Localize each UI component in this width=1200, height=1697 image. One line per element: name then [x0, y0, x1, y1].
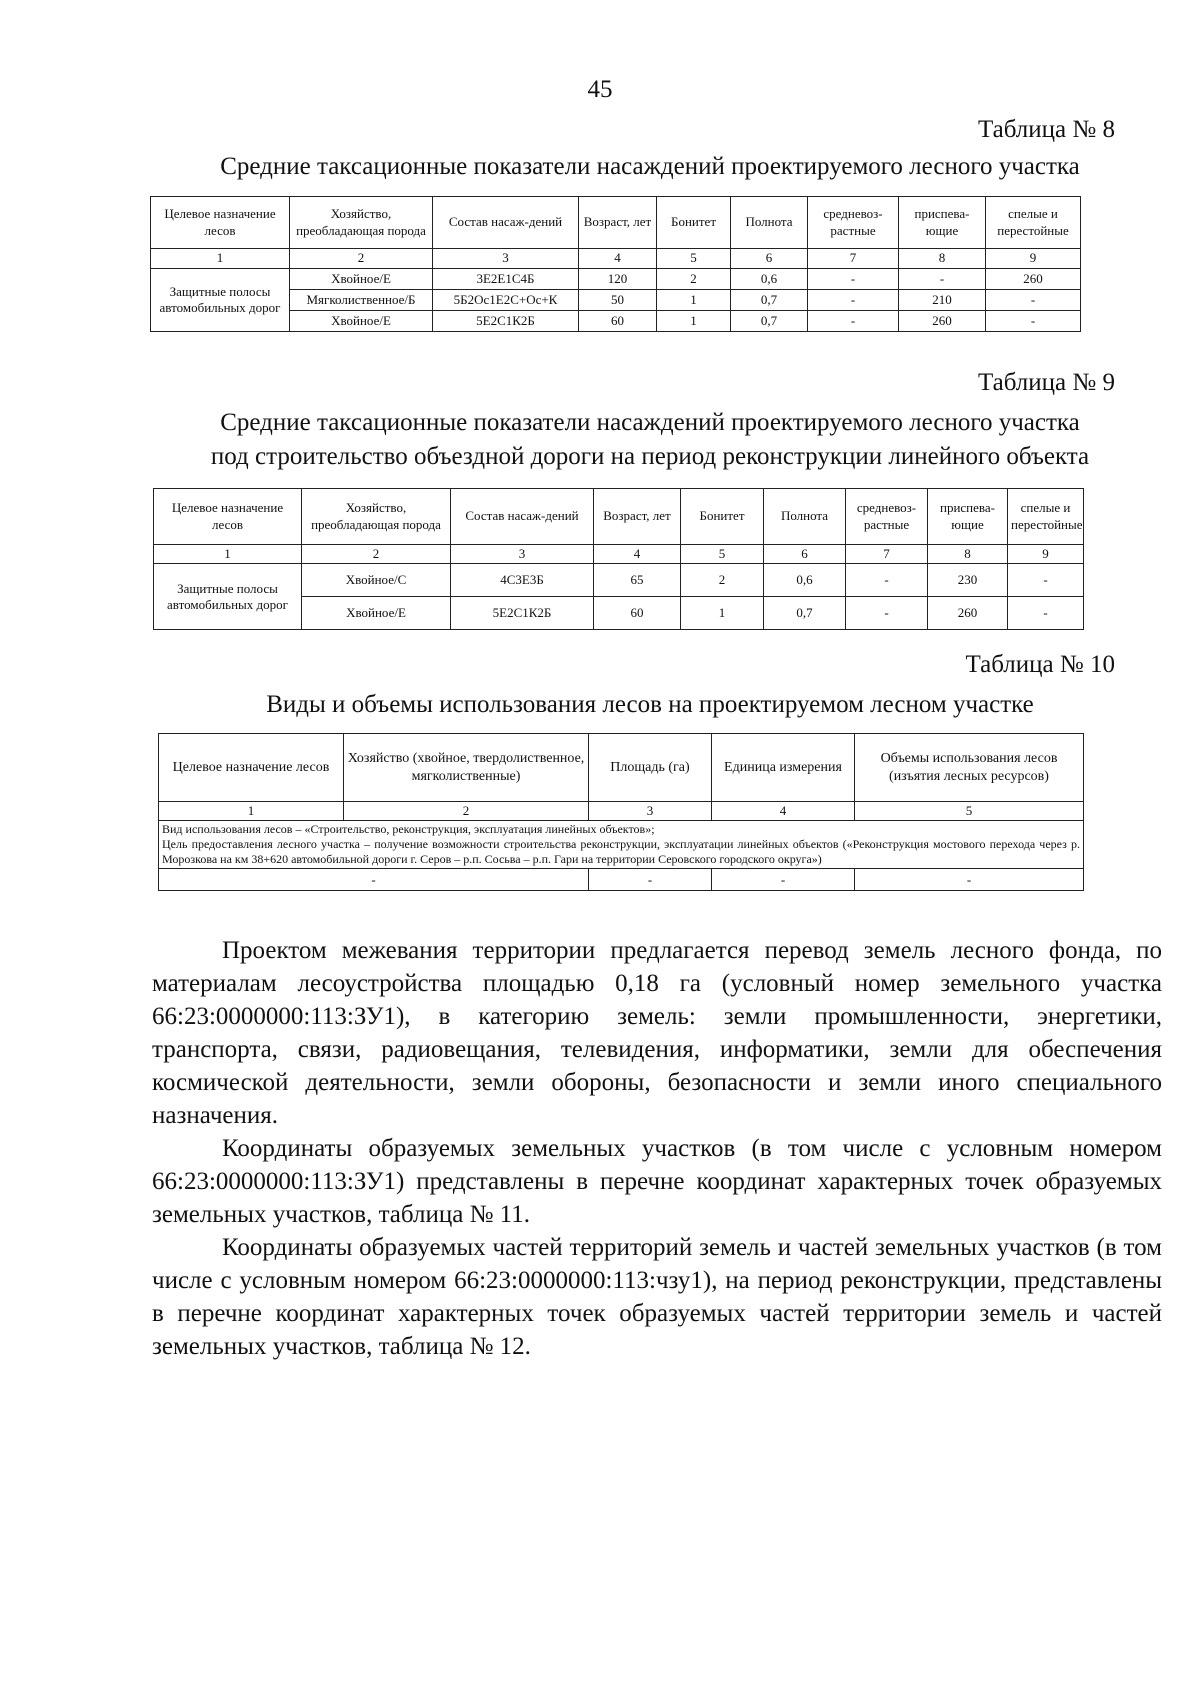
header-cell: Хозяйство, преобладающая порода — [290, 197, 433, 249]
header-cell: Единица измерения — [712, 734, 855, 802]
table-9-header-row — [154, 489, 1084, 545]
table-9 — [153, 488, 1084, 630]
column-number: 2 — [290, 249, 433, 269]
table-8-header-row — [151, 197, 1081, 249]
table-cell: - — [712, 869, 855, 891]
table-row — [151, 290, 1081, 311]
header-cell: Возраст, лет — [579, 197, 657, 249]
column-number: 3 — [433, 249, 579, 269]
column-number: 9 — [1008, 545, 1084, 564]
table-cell: 230 — [928, 564, 1008, 597]
column-number: 9 — [986, 249, 1081, 269]
header-cell: Целевое назначение лесов — [151, 197, 290, 249]
table-10 — [158, 733, 1084, 891]
header-cell: Хозяйство, преобладающая порода — [302, 489, 451, 545]
table-9-title-line-1: Средние таксационные показатели насаждений проектируемого лесного участка — [220, 409, 1080, 436]
table-cell: 1 — [657, 311, 731, 332]
table-cell: 1 — [657, 290, 731, 311]
column-number: 4 — [712, 802, 855, 821]
column-number: 7 — [846, 545, 928, 564]
column-number: 6 — [764, 545, 846, 564]
table-cell: 4С3Е3Б — [451, 564, 594, 597]
table-cell: - — [855, 869, 1084, 891]
table-10-label: Таблица № 10 — [965, 651, 1115, 678]
table-cell: Хвойное/Е — [290, 311, 433, 332]
table-row — [159, 869, 1084, 891]
paragraph: Координаты образуемых частей территорий земель и частей земельных участков (в том числе с условным номером 66:23:0000000:113:чзу1), на период реконструкции, представлены в перечне координат характерных точек образуемых частей территории земель и частей земельных участков, таблица № 12. — [152, 1234, 1162, 1360]
table-cell: 50 — [579, 290, 657, 311]
header-cell: Состав насаж-дений — [451, 489, 594, 545]
table-cell: 120 — [579, 269, 657, 290]
table-cell: 5Е2С1К2Б — [451, 597, 594, 630]
column-number: 1 — [154, 545, 302, 564]
table-9-title-line-2: под строительство объездной дороги на период реконструкции линейного объекта — [210, 443, 1090, 470]
column-number: 5 — [855, 802, 1084, 821]
header-cell: средневоз-растные — [808, 197, 899, 249]
header-cell: спелые и перестойные — [986, 197, 1081, 249]
table-cell: 60 — [579, 311, 657, 332]
table-cell: - — [846, 564, 928, 597]
header-cell: Целевое назначение лесов — [154, 489, 302, 545]
column-number: 3 — [451, 545, 594, 564]
body-text — [152, 934, 1162, 1363]
column-number: 7 — [808, 249, 899, 269]
column-number: 8 — [928, 545, 1008, 564]
page-number: 45 — [587, 76, 613, 103]
table-row — [151, 311, 1081, 332]
table-cell: 0,7 — [731, 290, 808, 311]
table-cell: 0,7 — [731, 311, 808, 332]
header-cell: приспева-ющие — [899, 197, 986, 249]
table-10-number-row — [159, 802, 1084, 821]
column-number: 4 — [594, 545, 681, 564]
column-number: 3 — [589, 802, 712, 821]
purpose-cell: Защитные полосы автомобильных дорог — [151, 269, 290, 332]
table-cell: 0,6 — [764, 564, 846, 597]
table-cell: 5Б2Ос1Е2С+Ос+К — [433, 290, 579, 311]
header-cell: приспева-ющие — [928, 489, 1008, 545]
header-cell: Бонитет — [681, 489, 764, 545]
header-cell: Хозяйство (хвойное, твердолиственное, мягколиственные) — [344, 734, 589, 802]
table-8-number-row — [151, 249, 1081, 269]
column-number: 1 — [151, 249, 290, 269]
table-10-note-row — [159, 821, 1084, 869]
header-cell: Целевое назначение лесов — [159, 734, 344, 802]
table-cell: 0,7 — [764, 597, 846, 630]
table-cell: - — [589, 869, 712, 891]
table-cell: 2 — [681, 564, 764, 597]
table-cell: 5Е2С1К2Б — [433, 311, 579, 332]
table-cell: - — [986, 311, 1081, 332]
column-number: 2 — [302, 545, 451, 564]
column-number: 1 — [159, 802, 344, 821]
table-cell: Хвойное/Е — [290, 269, 433, 290]
header-cell: Состав насаж-дений — [433, 197, 579, 249]
purpose-cell: Защитные полосы автомобильных дорог — [154, 564, 302, 630]
table-10-header-row — [159, 734, 1084, 802]
table-cell: 2 — [657, 269, 731, 290]
table-cell: 3Е2Е1С4Б — [433, 269, 579, 290]
table-cell: Мягколиственное/Б — [290, 290, 433, 311]
table-cell: - — [986, 290, 1081, 311]
table-cell: - — [899, 269, 986, 290]
table-cell: 0,6 — [731, 269, 808, 290]
table-10-title: Виды и объемы использования лесов на проектируемом лесном участке — [266, 691, 1034, 718]
header-cell: Объемы использования лесов (изъятия лесных ресурсов) — [855, 734, 1084, 802]
table-9-label: Таблица № 9 — [977, 369, 1115, 396]
header-cell: спелые и перестойные — [1008, 489, 1084, 545]
paragraph: Координаты образуемых земельных участков (в том числе с условным номером 66:23:0000000:113:ЗУ1) представлены в перечне координат характерных точек образуемых земельных участков, таблица № 11. — [152, 1135, 1162, 1228]
header-cell: Возраст, лет — [594, 489, 681, 545]
column-number: 6 — [731, 249, 808, 269]
table-8-label: Таблица № 8 — [977, 116, 1115, 143]
table-row — [154, 564, 1084, 597]
column-number: 5 — [657, 249, 731, 269]
table-cell: Хвойное/С — [302, 564, 451, 597]
table-cell: - — [808, 311, 899, 332]
table-cell: - — [808, 290, 899, 311]
note-line: Цель предоставления лесного участка – получение возможности строительства реконструкции, эксплуатации линейных объектов («Реконструкция мостового перехода через р. Морозкова на км 38+620 автомобильной дороги г. Серов – р.п. Сосьва – р.п. Гари на территории Серовского городского округа») — [162, 837, 1080, 867]
header-cell: Площадь (га) — [589, 734, 712, 802]
paragraph: Проектом межевания территории предлагается перевод земель лесного фонда, по материалам лесоустройства площадью 0,18 га (условный номер земельного участка 66:23:0000000:113:ЗУ1), в категорию земель: земли промышленности, энергетики, транспорта, связи, радиовещания, телевидения, информатики, земли для обеспечения космической деятельности, земли обороны, безопасности и земли иного специального назначения. — [152, 937, 1162, 1129]
column-number: 2 — [344, 802, 589, 821]
table-cell: 260 — [899, 311, 986, 332]
table-8 — [150, 196, 1081, 332]
table-cell: - — [846, 597, 928, 630]
column-number: 4 — [579, 249, 657, 269]
table-cell: - — [159, 869, 589, 891]
column-number: 8 — [899, 249, 986, 269]
table-8-title: Средние таксационные показатели насаждений проектируемого лесного участка — [220, 153, 1080, 180]
note-line: Вид использования лесов – «Строительство, реконструкция, эксплуатация линейных объектов»; — [162, 822, 655, 837]
table-9-number-row — [154, 545, 1084, 564]
table-cell: 260 — [986, 269, 1081, 290]
header-cell: средневоз-растные — [846, 489, 928, 545]
table-cell: - — [1008, 597, 1084, 630]
header-cell: Бонитет — [657, 197, 731, 249]
table-10-note — [159, 821, 1084, 869]
table-cell: 1 — [681, 597, 764, 630]
table-cell: Хвойное/Е — [302, 597, 451, 630]
table-cell: 210 — [899, 290, 986, 311]
header-cell: Полнота — [731, 197, 808, 249]
table-cell: - — [808, 269, 899, 290]
table-cell: - — [1008, 564, 1084, 597]
table-row — [151, 269, 1081, 290]
table-cell: 60 — [594, 597, 681, 630]
header-cell: Полнота — [764, 489, 846, 545]
table-cell: 260 — [928, 597, 1008, 630]
column-number: 5 — [681, 545, 764, 564]
table-cell: 65 — [594, 564, 681, 597]
